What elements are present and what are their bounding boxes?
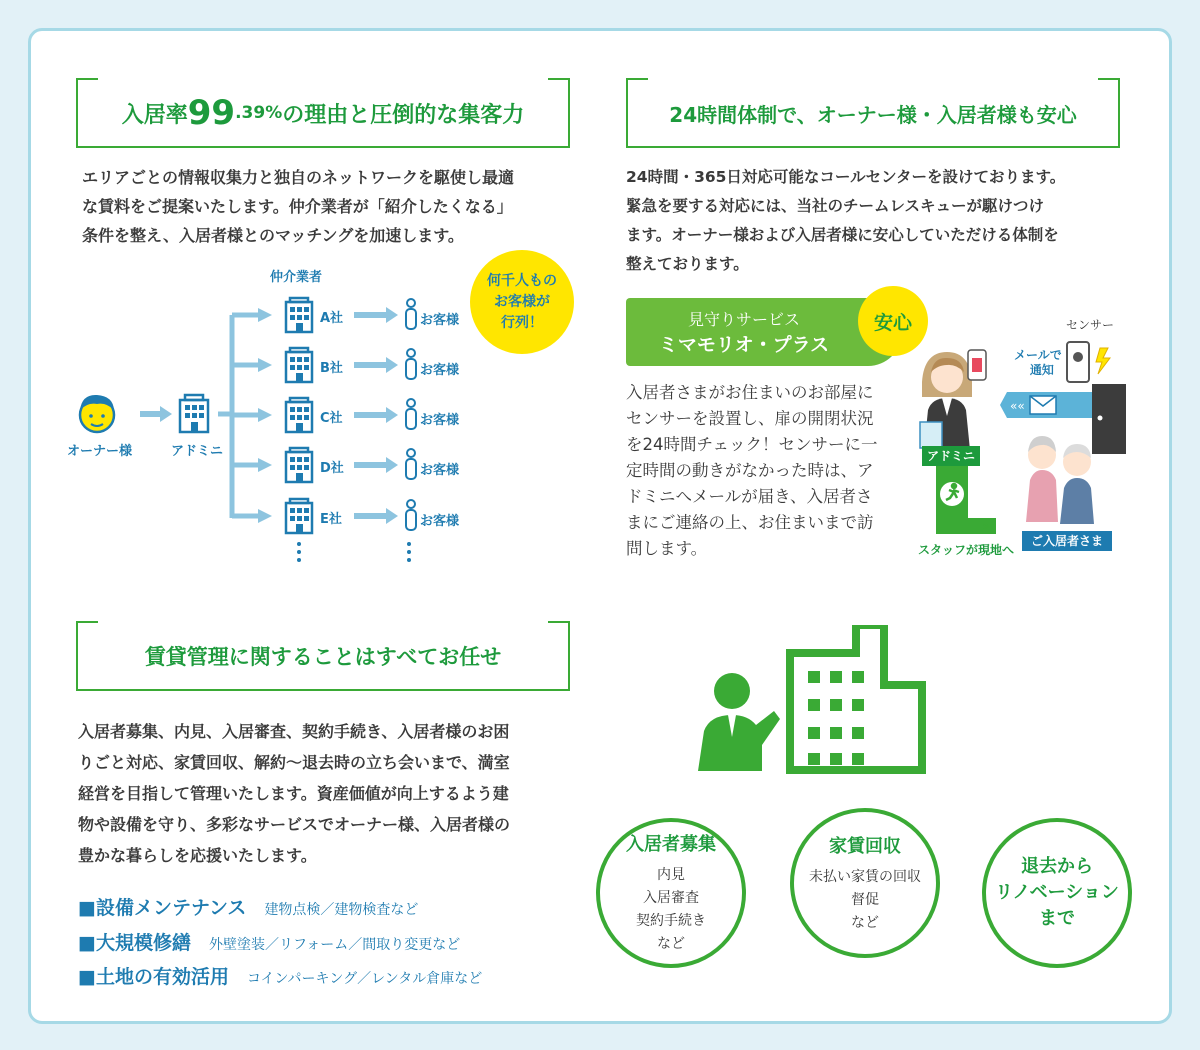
door-icon bbox=[1092, 384, 1126, 454]
customer-label: お客様 bbox=[420, 413, 460, 428]
owner-label: オーナー様 bbox=[67, 444, 133, 459]
admini-label: アドミニ bbox=[171, 444, 224, 459]
mail-notify-label bbox=[1014, 348, 1062, 378]
company-b: B社 bbox=[320, 361, 343, 376]
body-line: 24時間・365日対応可能なコールセンターを設けております。 bbox=[626, 168, 1066, 186]
manager-building-illustration bbox=[690, 625, 930, 775]
customer-person-icons bbox=[406, 299, 416, 530]
section2-heading-text: 24時間体制で、オーナー様・入居者様も安心 bbox=[669, 102, 1077, 127]
staff-woman-icon bbox=[920, 352, 972, 450]
body-line: まにご連絡の上、お住まいまで訪 bbox=[626, 513, 874, 532]
body-line: 緊急を要する対応には、当社のチームレスキューが駆けつけ bbox=[626, 197, 1045, 215]
phone-icon bbox=[968, 350, 986, 380]
body-line: 整えております。 bbox=[626, 255, 749, 273]
company-a: A社 bbox=[320, 311, 344, 326]
bubble-line: お客様が bbox=[494, 293, 550, 310]
customer-label: お客様 bbox=[420, 514, 460, 529]
queue-bubble bbox=[470, 250, 574, 354]
customer-label: お客様 bbox=[420, 313, 460, 328]
list-item-land bbox=[78, 962, 482, 989]
body-line: 定時間の動きがなかった時は、ア bbox=[626, 461, 874, 480]
heading-small-number: .39% bbox=[235, 103, 283, 123]
circle-tenant-recruit bbox=[596, 818, 746, 968]
circle-line: など bbox=[657, 936, 685, 952]
circle-title-line: まで bbox=[1039, 908, 1075, 929]
circle-line: など bbox=[851, 914, 879, 931]
body-line: ます。オーナー様および入居者様に安心していただける体制を bbox=[626, 226, 1059, 244]
service-name: ミマモリオ・プラス bbox=[658, 334, 830, 356]
svg-text:»: » bbox=[982, 519, 990, 533]
bubble-line: 行列！ bbox=[501, 314, 543, 331]
body-line: 豊かな暮らしを応援いたします。 bbox=[78, 846, 317, 865]
body-line: ドミニへメールが届き、入居者さ bbox=[626, 487, 873, 506]
anshin-badge: 安心 bbox=[858, 286, 928, 356]
resident-tag: ご入居者さま bbox=[1022, 531, 1112, 551]
svg-text:««: «« bbox=[1010, 399, 1025, 413]
body-line: 入居者募集、内見、入居審査、契約手続き、入居者様のお困 bbox=[78, 722, 510, 741]
list-item-maintenance bbox=[78, 893, 418, 920]
body-line: エリアごとの情報収集力と独自のネットワークを駆使し最適 bbox=[82, 168, 515, 187]
staff-dispatch-path bbox=[936, 458, 996, 534]
customer-label: お客様 bbox=[420, 463, 460, 478]
section3-heading bbox=[76, 621, 570, 691]
body-line: りごと対応、家賃回収、解約〜退去時の立ち会いまで、満室 bbox=[78, 753, 510, 772]
service-body bbox=[626, 380, 906, 562]
body-line: 物や設備を守り、多彩なサービスでオーナー様、入居者様の bbox=[78, 815, 511, 834]
list-detail: 外壁塗装／リフォーム／間取り変更など bbox=[208, 937, 461, 953]
circle-title-line: 退去から bbox=[1021, 856, 1093, 877]
mail-line: 通知 bbox=[1029, 363, 1054, 377]
resident-couple-icon bbox=[1026, 436, 1094, 524]
body-line: 条件を整え、入居者様とのマッチングを加速します。 bbox=[82, 226, 464, 245]
building-icon bbox=[790, 625, 922, 770]
customer-label: お客様 bbox=[420, 363, 460, 378]
admini-tag: アドミニ bbox=[922, 446, 980, 466]
section1-body bbox=[82, 163, 582, 250]
circle-line: 督促 bbox=[851, 891, 879, 908]
section2-body bbox=[626, 163, 1126, 279]
list-main: ■大規模修繕 bbox=[78, 932, 191, 954]
mail-notify-band bbox=[1000, 392, 1092, 418]
mail-line: メールで bbox=[1014, 348, 1062, 362]
staff-label: スタッフが現地へ bbox=[918, 543, 1015, 557]
arrows-to-customers bbox=[354, 307, 398, 524]
heading-big-number: 99 bbox=[187, 93, 236, 133]
body-line: 入居者さまがお住まいのお部屋に bbox=[626, 383, 874, 402]
heading-pre: 入居率 bbox=[121, 102, 188, 128]
sensor-icon bbox=[1067, 342, 1110, 382]
list-detail: 建物点検／建物検査など bbox=[264, 902, 419, 918]
manager-person-icon bbox=[698, 673, 780, 771]
sensor-label: センサー bbox=[1066, 318, 1115, 332]
circle-title: 入居者募集 bbox=[626, 834, 716, 855]
body-line: 経営を目指して管理いたします。資産価値が向上するよう建 bbox=[78, 784, 509, 803]
body-line: を24時間チェック！センサーに一 bbox=[626, 435, 878, 454]
list-main: ■土地の有効活用 bbox=[78, 966, 229, 988]
heading-post: の理由と圧倒的な集客力 bbox=[282, 102, 525, 128]
circle-line: 契約手続き bbox=[636, 913, 706, 929]
body-line: 問します。 bbox=[626, 539, 708, 558]
section1-heading bbox=[76, 78, 570, 148]
company-d: D社 bbox=[320, 461, 344, 476]
section2-heading bbox=[626, 78, 1120, 148]
section3-heading-text: 賃貸管理に関することはすべてお任せ bbox=[144, 645, 502, 669]
circle-line: 内見 bbox=[657, 867, 685, 883]
admini-building-icon bbox=[180, 395, 208, 432]
list-main: ■設備メンテナンス bbox=[78, 897, 247, 919]
owner-face-icon bbox=[80, 395, 114, 432]
arrow-owner-admini bbox=[140, 406, 172, 422]
bubble-line: 何千人もの bbox=[487, 272, 557, 289]
more-dots bbox=[297, 542, 411, 562]
branch-lines bbox=[218, 315, 260, 518]
section3-body bbox=[78, 716, 578, 871]
circle-title: 家賃回収 bbox=[829, 835, 901, 857]
circle-line: 入居審査 bbox=[643, 890, 699, 906]
list-detail: コインパーキング／レンタル倉庫など bbox=[246, 971, 483, 987]
company-c: C社 bbox=[320, 411, 343, 426]
circle-rent-collection bbox=[790, 808, 940, 958]
body-line: な賃料をご提案いたします。仲介業者が「紹介したくなる」 bbox=[82, 197, 513, 216]
agents-label: 仲介業者 bbox=[270, 270, 323, 285]
circle-line: 未払い家賃の回収 bbox=[809, 868, 921, 885]
body-line: センサーを設置し、扉の開閉状況 bbox=[626, 409, 874, 428]
service-sub: 見守りサービス bbox=[687, 310, 800, 329]
company-e: E社 bbox=[320, 512, 342, 527]
circle-renovation bbox=[982, 818, 1132, 968]
circle-title-line: リノベーション bbox=[995, 882, 1119, 903]
company-building-icons bbox=[286, 298, 312, 533]
list-item-repair bbox=[78, 928, 460, 955]
